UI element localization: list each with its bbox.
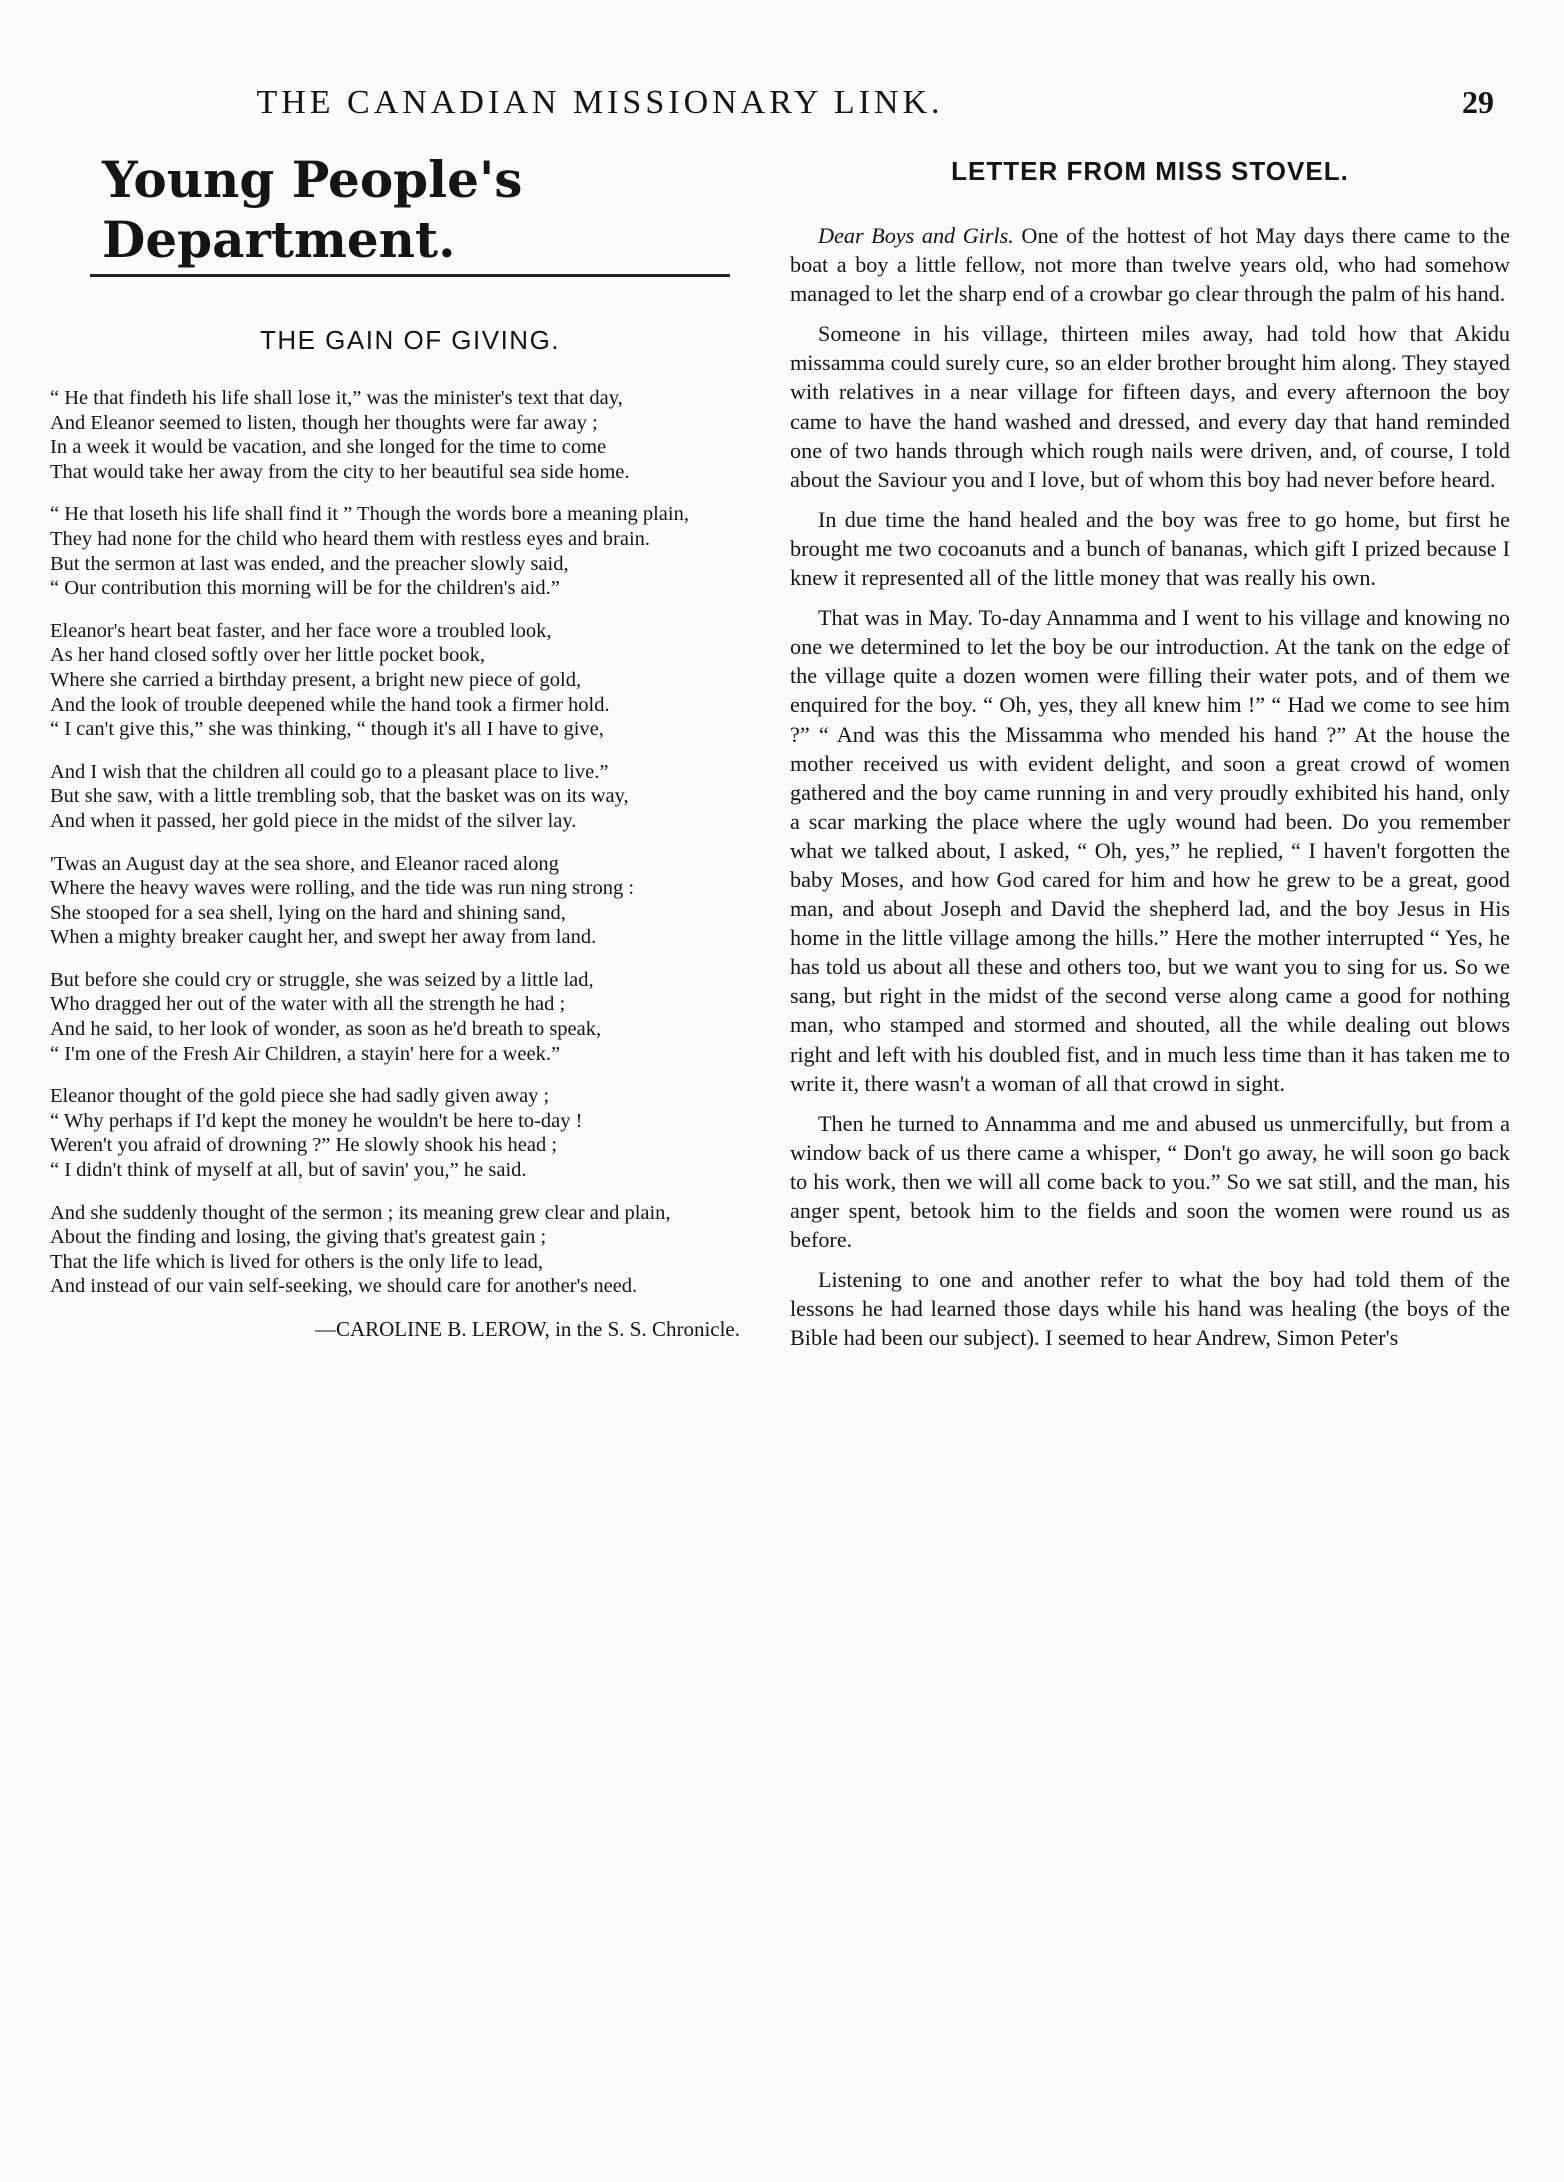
- poem-line: That would take her away from the city to her beautiful sea side home.: [50, 460, 630, 483]
- poem-line: “ He that loseth his life shall find it ” Though the words bore a meaning plain,: [50, 503, 689, 526]
- poem-line: As her hand closed softly over her little pocket book,: [50, 644, 485, 667]
- right-column: [790, 150, 1510, 1363]
- poem-title: THE GAIN OF GIVING.: [259, 325, 561, 355]
- letter-paragraph: [790, 1109, 1510, 1254]
- poem-line: Weren't you afraid of drowning ?” He slowly shook his head ;: [50, 1134, 558, 1157]
- letter-paragraph-text: In due time the hand healed and the boy was free to go home, but first he brought me two cocoanuts and a bunch of bananas, which gift I prized because I knew it represented all of the little money that was really his own.: [790, 506, 1510, 591]
- section-title: Young People's Department.: [102, 150, 523, 269]
- poem-stanza: [50, 852, 770, 950]
- poem-line: And she suddenly thought of the sermon ; its meaning grew clear and plain,: [50, 1201, 671, 1224]
- letter-title: LETTER FROM MISS STOVEL.: [951, 156, 1349, 186]
- letter-salutation: Dear Boys and Girls.: [818, 223, 1014, 248]
- poem-line: And Eleanor seemed to listen, though her thoughts were far away ;: [50, 411, 598, 434]
- letter-paragraph-text: Listening to one and another refer to what the boy had told them of the lessons he had learned those days while his hand was healing (the boys of the Bible had been our subject). I seemed to hear Andrew, Simon Peter's: [790, 1267, 1510, 1351]
- poem-line: She stooped for a sea shell, lying on the hard and shining sand,: [50, 901, 566, 924]
- poem-line: And when it passed, her gold piece in the midst of the silver lay.: [50, 809, 577, 832]
- left-column: [50, 150, 770, 1342]
- poem-line: “ I can't give this,” she was thinking, “ though it's all I have to give,: [50, 718, 604, 741]
- poem-line: When a mighty breaker caught her, and swept her away from land.: [50, 926, 597, 949]
- poem-line: But before she could cry or struggle, she was seized by a little lad,: [50, 968, 594, 991]
- letter-paragraph: [790, 221, 1510, 308]
- journal-title: THE CANADIAN MISSIONARY LINK.: [256, 84, 944, 121]
- poem-stanza: [50, 968, 770, 1066]
- poem-body: [50, 386, 770, 1299]
- poem-line: They had none for the child who heard them with restless eyes and brain.: [50, 527, 651, 550]
- poem-line: Where she carried a birthday present, a bright new piece of gold,: [50, 668, 582, 691]
- poem-stanza: [50, 1084, 770, 1182]
- poem-line: Eleanor thought of the gold piece she had sadly given away ;: [50, 1085, 550, 1108]
- poem-line: And instead of our vain self-seeking, we should care for another's need.: [50, 1275, 638, 1298]
- poem-line: “ He that findeth his life shall lose it,” was the minister's text that day,: [50, 387, 623, 409]
- poem-line: “ I'm one of the Fresh Air Children, a stayin' here for a week.”: [50, 1042, 561, 1065]
- letter-paragraph: [790, 319, 1510, 494]
- poem-line: Eleanor's heart beat faster, and her face wore a troubled look,: [50, 619, 552, 642]
- poem-line: Who dragged her out of the water with all the strength he had ;: [50, 993, 566, 1016]
- letter-paragraph: [790, 505, 1510, 592]
- poem-line: “ Why perhaps if I'd kept the money he wouldn't be here to-day !: [50, 1109, 583, 1132]
- poem-line: “ Our contribution this morning will be for the children's aid.”: [50, 577, 560, 600]
- page-header: [0, 84, 1564, 124]
- poem-stanza: [50, 386, 770, 484]
- poem-attribution: —CAROLINE B. LEROW, in the S. S. Chronicle.: [314, 1317, 740, 1341]
- poem-line: “ I didn't think of myself at all, but of savin' you,” he said.: [50, 1159, 527, 1182]
- poem-line: And he said, to her look of wonder, as soon as he'd breath to speak,: [50, 1018, 602, 1041]
- poem-stanza: [50, 1201, 770, 1299]
- poem-line: But she saw, with a little trembling sob, that the basket was on its way,: [50, 785, 629, 808]
- letter-body: [790, 221, 1510, 1352]
- letter-paragraph-text: One of the hottest of hot May days there came to the boat a boy a little fellow, not more than twelve years old, who had somehow managed to let the sharp end of a crowbar go clear through the palm of his hand.: [790, 223, 1510, 307]
- poem-line: About the finding and losing, the giving that's greatest gain ;: [50, 1226, 547, 1249]
- poem-line: In a week it would be vacation, and she longed for the time to come: [50, 436, 607, 459]
- poem-line: Where the heavy waves were rolling, and the tide was run ning strong :: [50, 877, 635, 900]
- poem-line: That the life which is lived for others is the only life to lead,: [50, 1250, 544, 1273]
- title-underline: [90, 274, 730, 277]
- letter-paragraph-text: That was in May. To-day Annamma and I went to his village and knowing no one we determined to let the boy be our introduction. At the tank on the edge of the village quite a dozen women were filling their water pots, and of them we enquired for the boy. “ Oh, yes, they all knew him !” “ Had we come to see him ?” “ And was this the Missamma who mended his hand ?” At the house the mother received us with evident delight, and soon a great crowd of women gathered and the boy came running in and very proudly exhibited his hand, only a scar marking the place where the ugly wound had been. Do you remember what we talked about, I asked, “ Oh, yes,” he replied, “ I haven't forgotten the baby Moses, and how God cared for him and how he grew to be a great, good man, and about Joseph and David the shepherd lad, and the boy Jesus in His home in the little village among the hills.” Here the mother interrupted “ Yes, he has told us about all these and others too, but we want you to sing for us. So we sang, but right in the midst of the second verse along came a good for nothing man, who stamped and stormed and shouted, all the while dealing out blows right and left with his doubled fist, and in much less time than it has taken me to write it, there wasn't a woman of all that crowd in sight.: [790, 605, 1510, 1096]
- page-number: 29: [1462, 84, 1494, 120]
- poem-line: And the look of trouble deepened while the hand took a firmer hold.: [50, 693, 610, 716]
- poem-stanza: [50, 760, 770, 834]
- letter-paragraph-text: Then he turned to Annamma and me and abused us unmercifully, but from a window back of us there came a whisper, “ Don't go away, he will soon go back to his work, then we will all come back to you.” So we sat still, and the man, his anger spent, betook him to the fields and soon the women were round us as before.: [790, 1110, 1510, 1253]
- poem-line: And I wish that the children all could go to a pleasant place to live.”: [50, 760, 609, 783]
- poem-stanza: [50, 619, 770, 742]
- letter-paragraph: [790, 1265, 1510, 1352]
- poem-stanza: [50, 502, 770, 600]
- poem-line: 'Twas an August day at the sea shore, and Eleanor raced along: [50, 852, 559, 875]
- letter-paragraph: [790, 603, 1510, 1098]
- letter-paragraph-text: Someone in his village, thirteen miles away, had told how that Akidu missamma could surely cure, so an elder brother brought him along. They stayed with relatives in a near village for fifteen days, and every afternoon the boy came to have the hand washed and dressed, and every day that hand reminded one of two hands through which rough nails were driven, and, of course, I told about the Saviour you and I love, but of whom this boy had never before heard.: [790, 321, 1510, 492]
- poem-line: But the sermon at last was ended, and the preacher slowly said,: [50, 552, 569, 575]
